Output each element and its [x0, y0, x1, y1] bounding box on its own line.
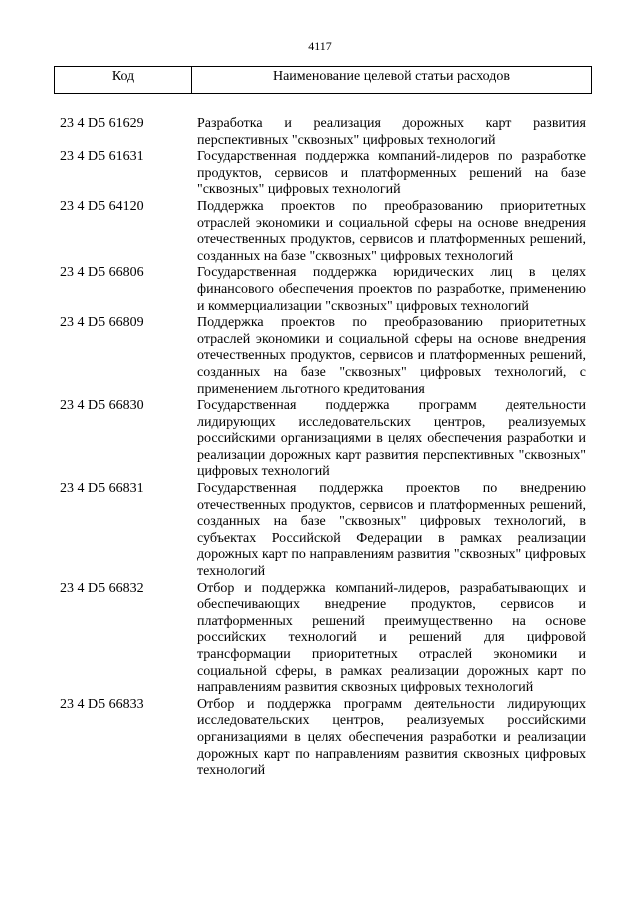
table-header [54, 66, 592, 94]
table-row [0, 199, 640, 265]
row-name: Государственная поддержка проектов по внедрению отечественных продуктов, сервисов и платформенных решений, созданных на базе "сквозных" цифровых технологий, в субъектах Российской Федерации в рамках реализации дорожных карт по направлениям развития "сквозных" цифровых технологий [197, 481, 586, 580]
row-code: 23 4 D5 66831 [60, 481, 144, 497]
table-row [0, 481, 640, 581]
row-code: 23 4 D5 66806 [60, 265, 144, 281]
row-name: Отбор и поддержка программ деятельности лидирующих исследовательских центров, реализуемых российскими организациями в целях обеспечения разработки и реализации дорожных карт по направлениям развития сквозных цифровых технологий [197, 696, 586, 779]
page-number: 4117 [308, 39, 332, 53]
row-name: Отбор и поддержка компаний-лидеров, разрабатывающих и обеспечивающих внедрение продуктов, сервисов и платформенных решений преимущественно на основе российских технологий и решений для цифровой трансформации приоритетных отраслей экономики и социальной сферы, в рамках реализации дорожных карт по направлениям развития сквозных цифровых технологий [197, 580, 586, 696]
row-code: 23 4 D5 66832 [60, 580, 144, 596]
table-body [0, 116, 640, 780]
row-code: 23 4 D5 61629 [60, 116, 144, 131]
row-name: Государственная поддержка юридических лиц в целях финансового обеспечения проектов по разработке, применению и коммерциализации "сквозных" цифровых технологий [197, 265, 586, 314]
row-code: 23 4 D5 64120 [60, 198, 144, 214]
row-name: Поддержка проектов по преобразованию приоритетных отраслей экономики и социальной сферы на основе внедрения отечественных продуктов, сервисов и платформенных решений, созданных на базе "сквозных" цифровых технологий [197, 198, 586, 264]
row-name: Государственная поддержка компаний-лидеров по разработке продуктов, сервисов и платформенных решений на базе "сквозных" цифровых технологий [197, 149, 586, 198]
row-code: 23 4 D5 61631 [60, 149, 144, 165]
row-name: Государственная поддержка программ деятельности лидирующих исследовательских центров, реализуемых российскими организациями в целях обеспечения разработки и реализации дорожных карт развития перспективных "сквозных" цифровых технологий [197, 398, 586, 480]
row-name: Разработка и реализация дорожных карт развития перспективных "сквозных" цифровых технологий [197, 116, 586, 148]
table-row [0, 398, 640, 481]
table-row [0, 581, 640, 697]
row-code: 23 4 D5 66809 [60, 315, 144, 331]
row-code: 23 4 D5 66830 [60, 398, 144, 414]
table-row [0, 149, 640, 199]
table-row [0, 265, 640, 315]
row-name: Поддержка проектов по преобразованию приоритетных отраслей экономики и социальной сферы на основе внедрения отечественных продуктов, сервисов и платформенных решений, созданных на базе "сквозных" цифровых технологий, с применением льготного кредитования [197, 315, 586, 397]
table-row [0, 116, 640, 149]
column-header-code: Код [55, 67, 192, 93]
column-header-name: Наименование целевой статьи расходов [272, 69, 511, 84]
row-code: 23 4 D5 66833 [60, 696, 144, 712]
table-row [0, 315, 640, 398]
table-row [0, 697, 640, 780]
